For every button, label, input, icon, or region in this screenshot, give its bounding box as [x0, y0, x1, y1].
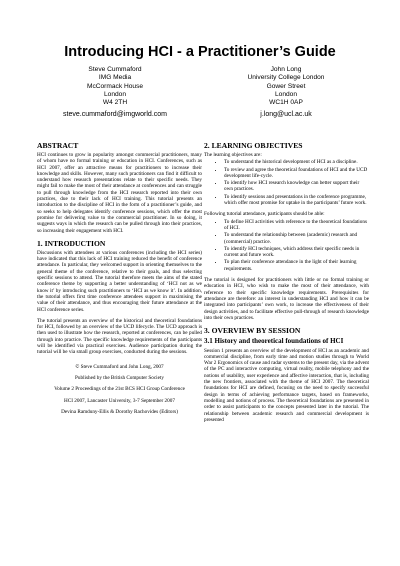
author-2-address-2: London: [274, 90, 297, 98]
author-1-postcode: W4 2TH: [102, 99, 128, 107]
author-2-address-1: Gower Street: [266, 82, 306, 90]
introduction-paragraph-2: The tutorial presents an overview of the historical and theoretical foundations for HCI, followed by an overview of the UCD lifecycle. The UCD approach is then used to illustrate how the research, reported at conferences, can be pulled through into practice. The specific knowledge requirements of the participants will be identified via practical exercises. Audience participation during the tutorial will be via small group exercises, conducted during the sessions.: [37, 317, 202, 356]
author-block-1: [35, 66, 195, 120]
author-2-affiliation: University College London: [247, 74, 325, 82]
author-2-postcode: WC1H 0AP: [269, 99, 303, 107]
objectives-list: [204, 159, 369, 206]
abstract-heading: ABSTRACT: [37, 141, 79, 150]
abstract-text: HCI continues to grow in popularity amongst commercial practitioners, many of whom have no formal training or education in HCI. Conferences, such as HCI 2007, offer an attractive means for practitioners to increase their knowledge and skills. However, many such practitioners can find it difficult to understand how research presentations relate to their specific needs. They might fail to make the most of their attendance at conferences and can struggle to pull through knowledge from the HCI research reported into their own practices, due to their lack of HCI training. This tutorial presents an introduction to the discipline of HCI in the form of a practitioner’s guide, and so seeks to help delegates identify conference sessions, which offer the most promise for delivering value to the commercial practitioner. In so doing, it suggests ways in which the research can be pulled through into their practices, so increasing their engagement with HCI.: [37, 152, 202, 234]
objective-item: • To review and agree the theoretical foundations of HCI and the UCD development life-cycle.: [224, 167, 369, 180]
outcomes-list: [204, 219, 369, 272]
author-2-name: John Long: [270, 66, 302, 73]
author-block-2: [206, 66, 366, 120]
outcome-item: • To identify HCI techniques, which address their specific needs in current and future work.: [224, 246, 369, 259]
copyright-line: © Steve Cummaford and John Long, 2007: [75, 363, 164, 370]
conference-line: HCI 2007, Lancaster University, 3-7 September 2007: [64, 397, 175, 404]
author-1-affiliation: IMG Media: [98, 74, 132, 82]
outcomes-intro: Following tutorial attendance, participants should be able:: [204, 211, 325, 218]
left-column: [37, 141, 202, 561]
learning-closing-paragraph: The tutorial is designed for practitioners with little or no formal training or education in HCI, who wish to make the most of their attendance, with reference to their specific knowledge requirements. Prerequisites for attendance are therefore: an interest in understanding HCI and how it can be integrated into participants’ own work, to increase the effectiveness of their design activities, and to facilitate effective pull-through of research knowledge into their own practices.: [204, 277, 369, 321]
learning-objectives-intro: The learning objectives are:: [204, 152, 262, 158]
author-1-address-1: McCormack House: [86, 82, 144, 90]
author-2-email: j.long@ucl.ac.uk: [260, 111, 312, 119]
learning-objectives-heading: 2. LEARNING OBJECTIVES: [204, 141, 303, 150]
copyright-block: [37, 364, 202, 415]
introduction-heading: 1. INTRODUCTION: [37, 238, 106, 248]
objective-item: • To identify sessions and presentations in the conference programme, which offer most promise for uptake in the participants’ future work.: [224, 194, 369, 207]
author-1-address-2: London: [103, 90, 126, 98]
right-column: [204, 141, 369, 561]
outcome-item: • To understand the relationship between (academic) research and (commercial) practice.: [224, 232, 369, 245]
editors-line: Devina Ramduny-Ellis & Dorothy Rachovides (Editors): [61, 408, 178, 415]
publisher-line: Published by the British Computer Society: [75, 374, 164, 381]
objective-item: • To understand the historical development of HCI as a discipline.: [224, 159, 369, 165]
author-1-name: Steve Cummaford: [88, 66, 142, 73]
outcome-item: • To define HCI activities with reference to the theoretical foundations of HCI.: [224, 219, 369, 232]
overview-text: Session 1 presents an overview of the development of HCI as an academic and commercial discipline, from early time and motion studies through to World War 2 Ergonomics of cause and radar systems to the present day, via the advent of the PC and interactive computing, virtual reality, mobile telephony and the notions of usability, user experience and affective interaction, that is, including the new frontiers, associated with the theme of HCI 2007. The theoretical foundations for HCI are defined, focusing on the need to specify successful design in terms of achieving performance targets, based on frameworks, modelling and notions of process. The theoretical foundations are presented in order to assist participants to the concepts presented later in the tutorial. The relationship between academic research and commercial development is presented: [204, 347, 369, 423]
overview-subheading: 3.1 History and theoretical foundations of HCI: [204, 337, 344, 346]
introduction-paragraph-1: Discussions with attendees at various conferences (including the HCI series) have indicated that this lack of HCI training reduced the benefit of conference attendance. In particular, they welcomed support in orienting themselves to the general theme of the conference, relative to their goals, and thus selecting specific sessions to attend. The tutorial therefore meets the aims of the stated conference theme by supporting a better understanding of ‘HCI not as we know it’ by introducing such practitioners to ‘HCI as we know it’. In addition, the tutorial offers first time conference attendees support in maximising the value of their attendance, and thus encouraging their future attendance at the HCI conference series.: [37, 249, 202, 313]
paper-title: Introducing HCI - a Practitioner’s Guide: [64, 44, 336, 60]
volume-line: Volume 2 Proceedings of the 21st BCS HCI Group Conference: [54, 386, 185, 393]
overview-heading: 3. OVERVIEW BY SESSION: [204, 326, 301, 336]
objective-item: • To identify how HCI research knowledge can better support their own practices.: [224, 180, 369, 193]
author-1-email: steve.cummaford@imgworld.com: [63, 111, 167, 119]
outcome-item: • To plan their conference attendance in the light of their learning requirements.: [224, 259, 369, 272]
